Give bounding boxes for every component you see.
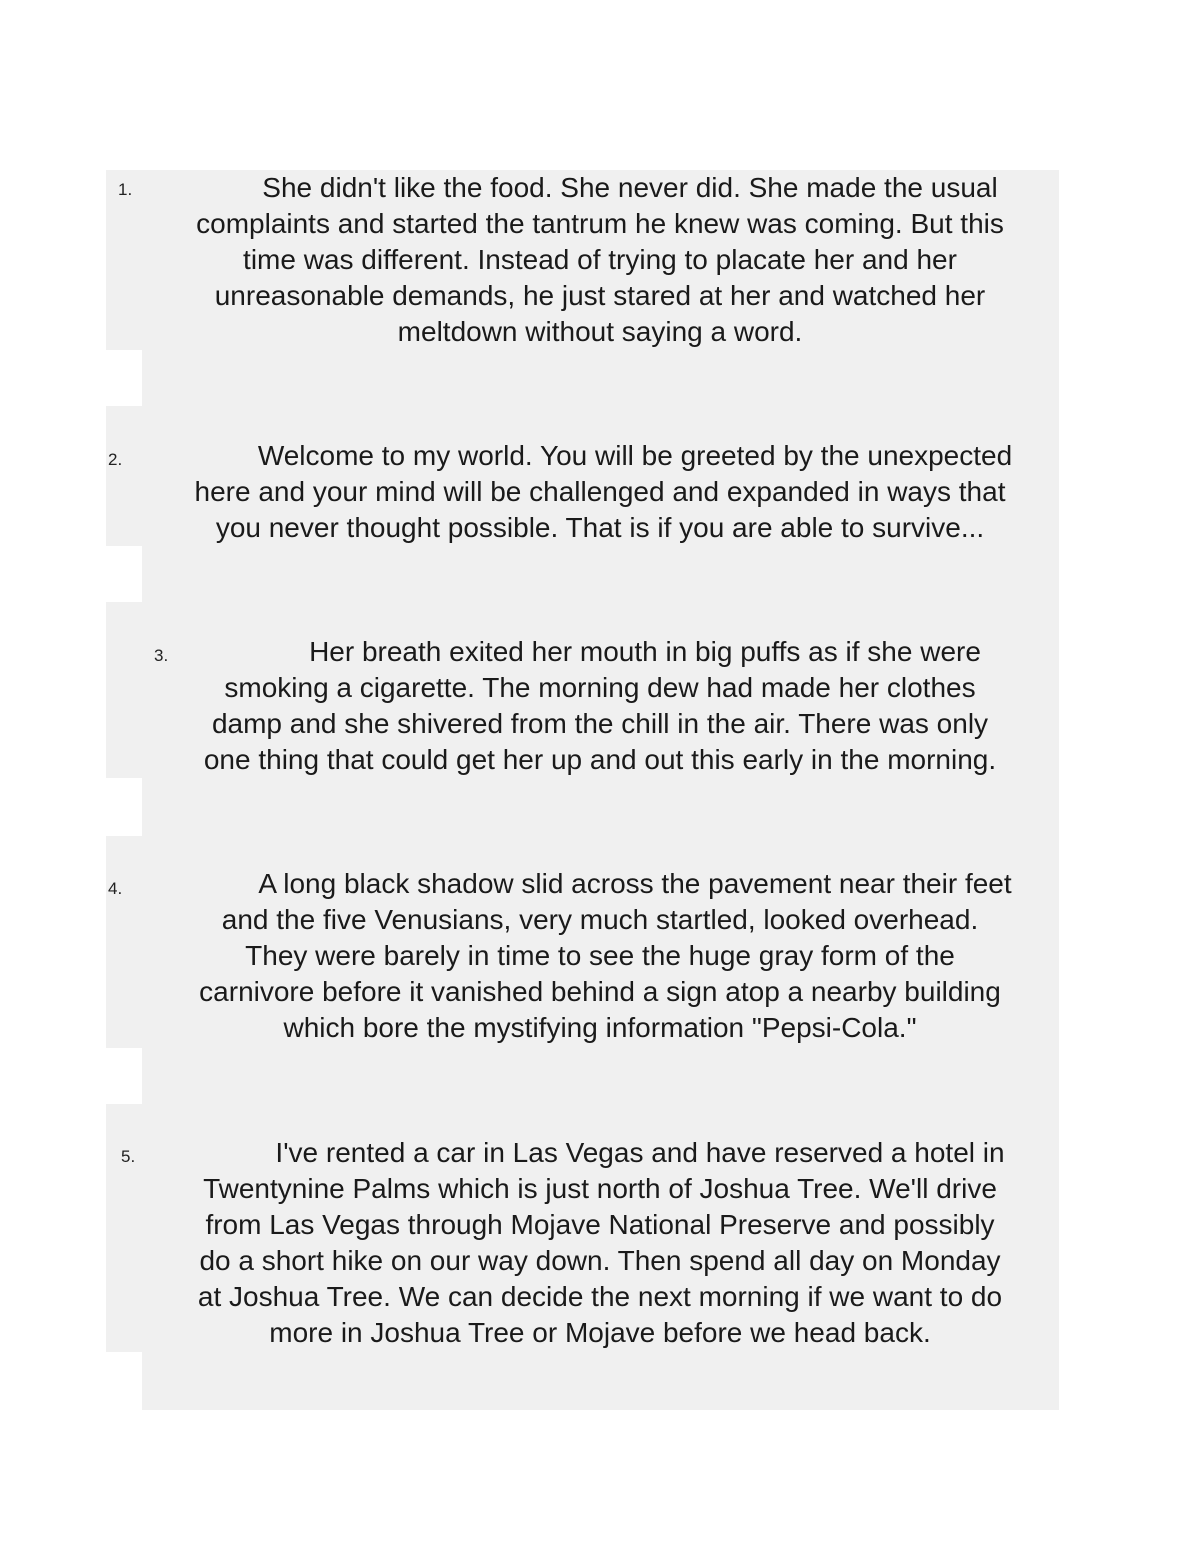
paragraph-line: from Las Vegas through Mojave National Preserve and possibly [205, 1209, 995, 1240]
paragraph-1 [140, 170, 1060, 350]
paragraph-line: carnivore before it vanished behind a sign atop a nearby building [199, 976, 1001, 1007]
item-number: 4. [108, 879, 123, 898]
paragraph-3-shade-tail [142, 778, 1059, 836]
paragraph-5 [140, 1135, 1060, 1351]
paragraph-line: Twentynine Palms which is just north of Joshua Tree. We'll drive [203, 1173, 997, 1204]
paragraph-line: at Joshua Tree. We can decide the next morning if we want to do [197, 1281, 1003, 1312]
paragraph-line: Her breath exited her mouth in big puffs as if she were [309, 636, 981, 667]
paragraph-line: Welcome to my world. You will be greeted by the unexpected [257, 440, 1013, 471]
paragraph-line: meltdown without saying a word. [397, 316, 803, 347]
item-number: 5. [121, 1147, 136, 1166]
item-number: 1. [118, 180, 133, 199]
paragraph-line: which bore the mystifying information "Pepsi-Cola." [283, 1012, 917, 1043]
paragraph-5-shade-tail [142, 1352, 1059, 1410]
paragraph-line: time was different. Instead of trying to placate her and her [243, 244, 957, 275]
paragraph-line: They were barely in time to see the huge gray form of the [245, 940, 955, 971]
paragraph-line: do a short hike on our way down. Then spend all day on Monday [199, 1245, 1001, 1276]
paragraph-1-shade-tail [142, 350, 1059, 408]
paragraph-line: I've rented a car in Las Vegas and have reserved a hotel in [275, 1137, 1005, 1168]
paragraph-line: complaints and started the tantrum he knew was coming. But this [196, 208, 1004, 239]
item-number: 3. [154, 646, 169, 665]
paragraph-line: you never thought possible. That is if you are able to survive... [215, 512, 985, 543]
paragraph-3 [140, 634, 1060, 778]
paragraph-line: and the five Venusians, very much startled, looked overhead. [221, 904, 979, 935]
paragraph-line: here and your mind will be challenged and expanded in ways that [194, 476, 1006, 507]
paragraph-4-shade-tail [142, 1048, 1059, 1106]
item-number: 2. [108, 450, 123, 469]
paragraph-line: more in Joshua Tree or Mojave before we head back. [269, 1317, 931, 1348]
paragraph-line: A long black shadow slid across the pavement near their feet [258, 868, 1012, 899]
paragraph-line: smoking a cigarette. The morning dew had made her clothes [224, 672, 976, 703]
paragraph-line: She didn't like the food. She never did. She made the usual [262, 172, 998, 203]
paragraph-4 [140, 866, 1060, 1046]
paragraph-2 [140, 438, 1060, 546]
paragraph-line: one thing that could get her up and out this early in the morning. [203, 744, 997, 775]
paragraph-line: damp and she shivered from the chill in the air. There was only [211, 708, 989, 739]
paragraph-2-shade-tail [142, 546, 1059, 604]
paragraph-line: unreasonable demands, he just stared at her and watched her [214, 280, 986, 311]
